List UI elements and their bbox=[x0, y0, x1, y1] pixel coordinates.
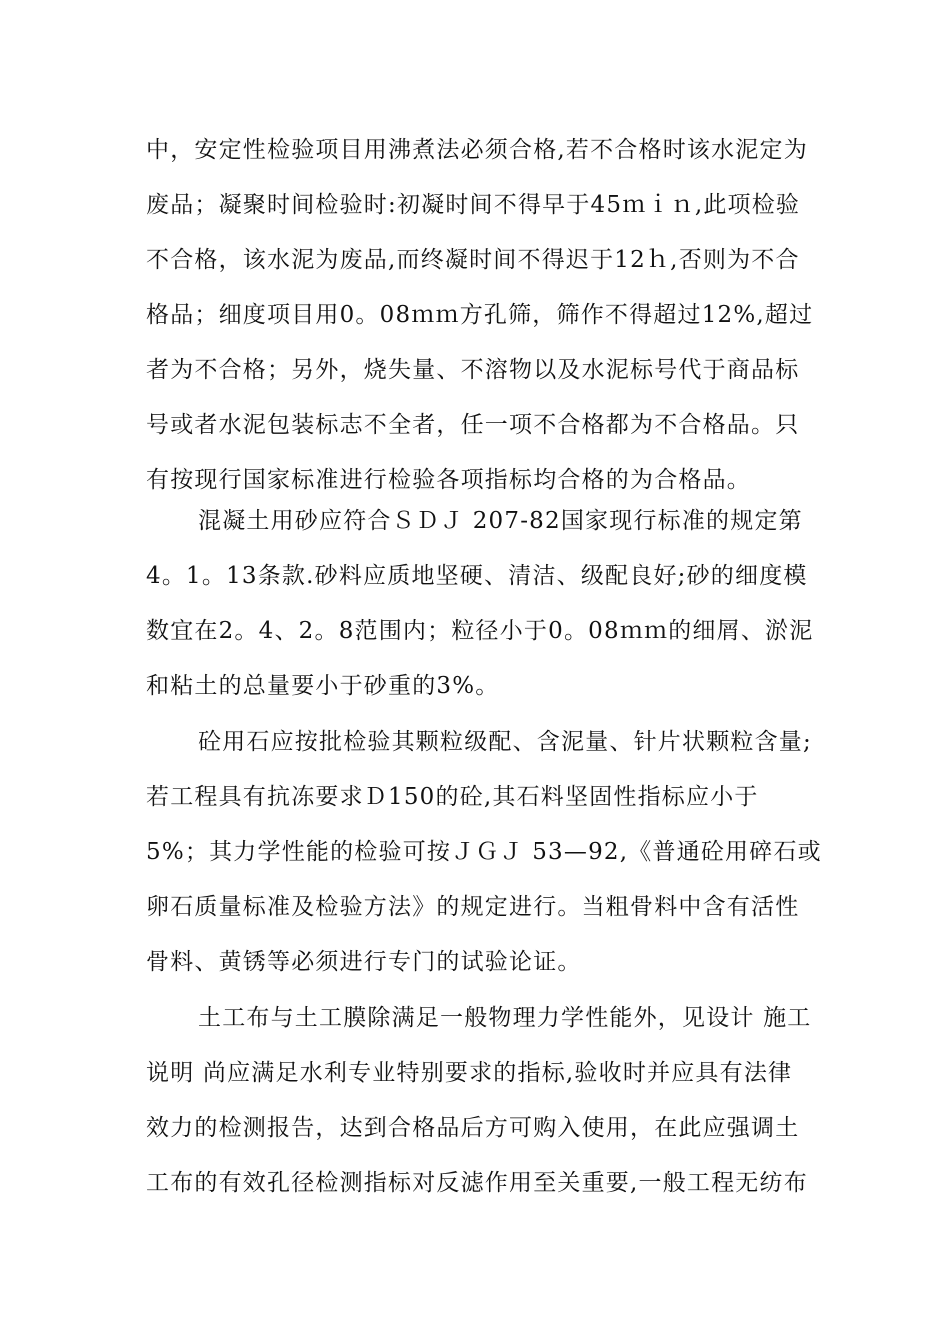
text-line: 有按现行国家标准进行检验各项指标均合格的为合格品。 bbox=[146, 467, 751, 493]
text-line: 中，安定性检验项目用沸煮法必须合格,若不合格时该水泥定为 bbox=[146, 137, 808, 163]
text-line: 混凝土用砂应符合ＳＤＪ 207-82国家现行标准的规定第 bbox=[198, 508, 803, 534]
text-line: 废品；凝聚时间检验时:初凝时间不得早于45ｍｉｎ,此项检验 bbox=[146, 192, 801, 218]
text-line: 骨料、黄锈等必须进行专门的试验论证。 bbox=[146, 949, 582, 975]
paragraph-cement-inspection bbox=[146, 123, 846, 508]
text-line: 土工布与土工膜除满足一般物理力学性能外，见设计 施工 bbox=[198, 1005, 812, 1031]
text-line: 效力的检测报告，达到合格品后方可购入使用，在此应强调土 bbox=[146, 1115, 800, 1141]
text-line: 卵石质量标准及检验方法》的规定进行。当粗骨料中含有活性 bbox=[146, 894, 800, 920]
paragraph-geotextile-requirements bbox=[146, 991, 846, 1211]
text-line: 5%；其力学性能的检验可按ＪＧＪ 53—92,《普通砼用碎石或 bbox=[146, 839, 822, 865]
text-line: 者为不合格；另外，烧失量、不溶物以及水泥标号代于商品标 bbox=[146, 357, 800, 383]
text-line: 若工程具有抗冻要求Ｄ150的砼,其石料坚固性指标应小于 bbox=[146, 784, 759, 810]
text-line: 和粘土的总量要小于砂重的3%。 bbox=[146, 673, 500, 699]
text-line: 工布的有效孔径检测指标对反滤作用至关重要,一般工程无纺布 bbox=[146, 1170, 808, 1196]
text-line: 不合格，该水泥为废品,而终凝时间不得迟于12ｈ,否则为不合 bbox=[146, 247, 800, 273]
text-line: 说明 尚应满足水利专业特别要求的指标,验收时并应具有法律 bbox=[146, 1060, 793, 1086]
text-line: 砼用石应按批检验其颗粒级配、含泥量、针片状颗粒含量; bbox=[198, 729, 812, 755]
text-line: 数宜在2。4、2。8范围内；粒径小于0。08ｍｍ的细屑、淤泥 bbox=[146, 618, 814, 644]
text-line: 号或者水泥包装标志不全者，任一项不合格都为不合格品。只 bbox=[146, 412, 800, 438]
paragraph-sand-requirements bbox=[146, 494, 846, 714]
text-line: 格品；细度项目用0。08ｍｍ方孔筛，筛作不得超过12%,超过 bbox=[146, 302, 814, 328]
text-line: 4。1。13条款.砂料应质地坚硬、清洁、级配良好;砂的细度模 bbox=[146, 563, 808, 589]
paragraph-stone-requirements bbox=[146, 715, 846, 990]
